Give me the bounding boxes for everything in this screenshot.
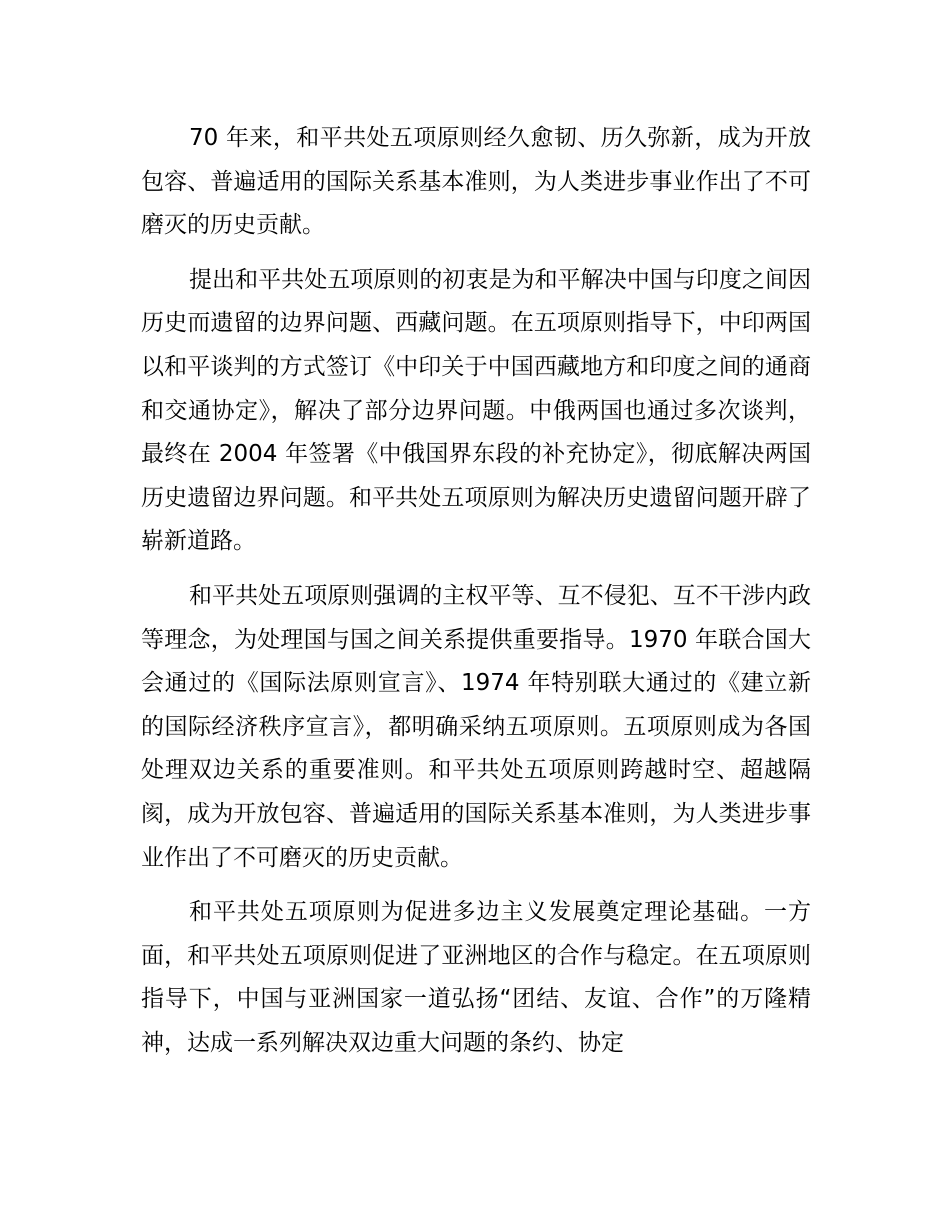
paragraph-4: 和平共处五项原则为促进多边主义发展奠定理论基础。一方面，和平共处五项原则促进了亚洲地区的合作与稳定。在五项原则指导下，中国与亚洲国家一道弘扬“团结、友谊、合作”的万隆精神，达成一系列解决双边重大问题的条约、协定 xyxy=(141,899,811,1056)
paragraph-2: 提出和平共处五项原则的初衷是为和平解决中国与印度之间因历史而遗留的边界问题、西藏问题。在五项原则指导下，中印两国以和平谈判的方式签订《中印关于中国西藏地方和印度之间的通商和交通协定》，解决了部分边界问题。中俄两国也通过多次谈判，最终在 2004 年签署《中俄国界东段的补充协定》，彻底解决两国历史遗留边界问题。和平共处五项原则为解决历史遗留问题开辟了崭新道路。 xyxy=(141,266,811,555)
paragraph-1: 70 年来，和平共处五项原则经久愈韧、历久弥新，成为开放包容、普遍适用的国际关系基本准则，为人类进步事业作出了不可磨灭的历史贡献。 xyxy=(141,125,811,239)
document-body xyxy=(141,117,811,1076)
paragraph-3: 和平共处五项原则强调的主权平等、互不侵犯、互不干涉内政等理念，为处理国与国之间关系提供重要指导。1970 年联合国大会通过的《国际法原则宣言》、1974 年特别联大通过的《建立新的国际经济秩序宣言》，都明确采纳五项原则。五项原则成为各国处理双边关系的重要准则。和平共处五项原则跨越时空、超越隔阂，成为开放包容、普遍适用的国际关系基本准则，为人类进步事业作出了不可磨灭的历史贡献。 xyxy=(141,582,811,871)
